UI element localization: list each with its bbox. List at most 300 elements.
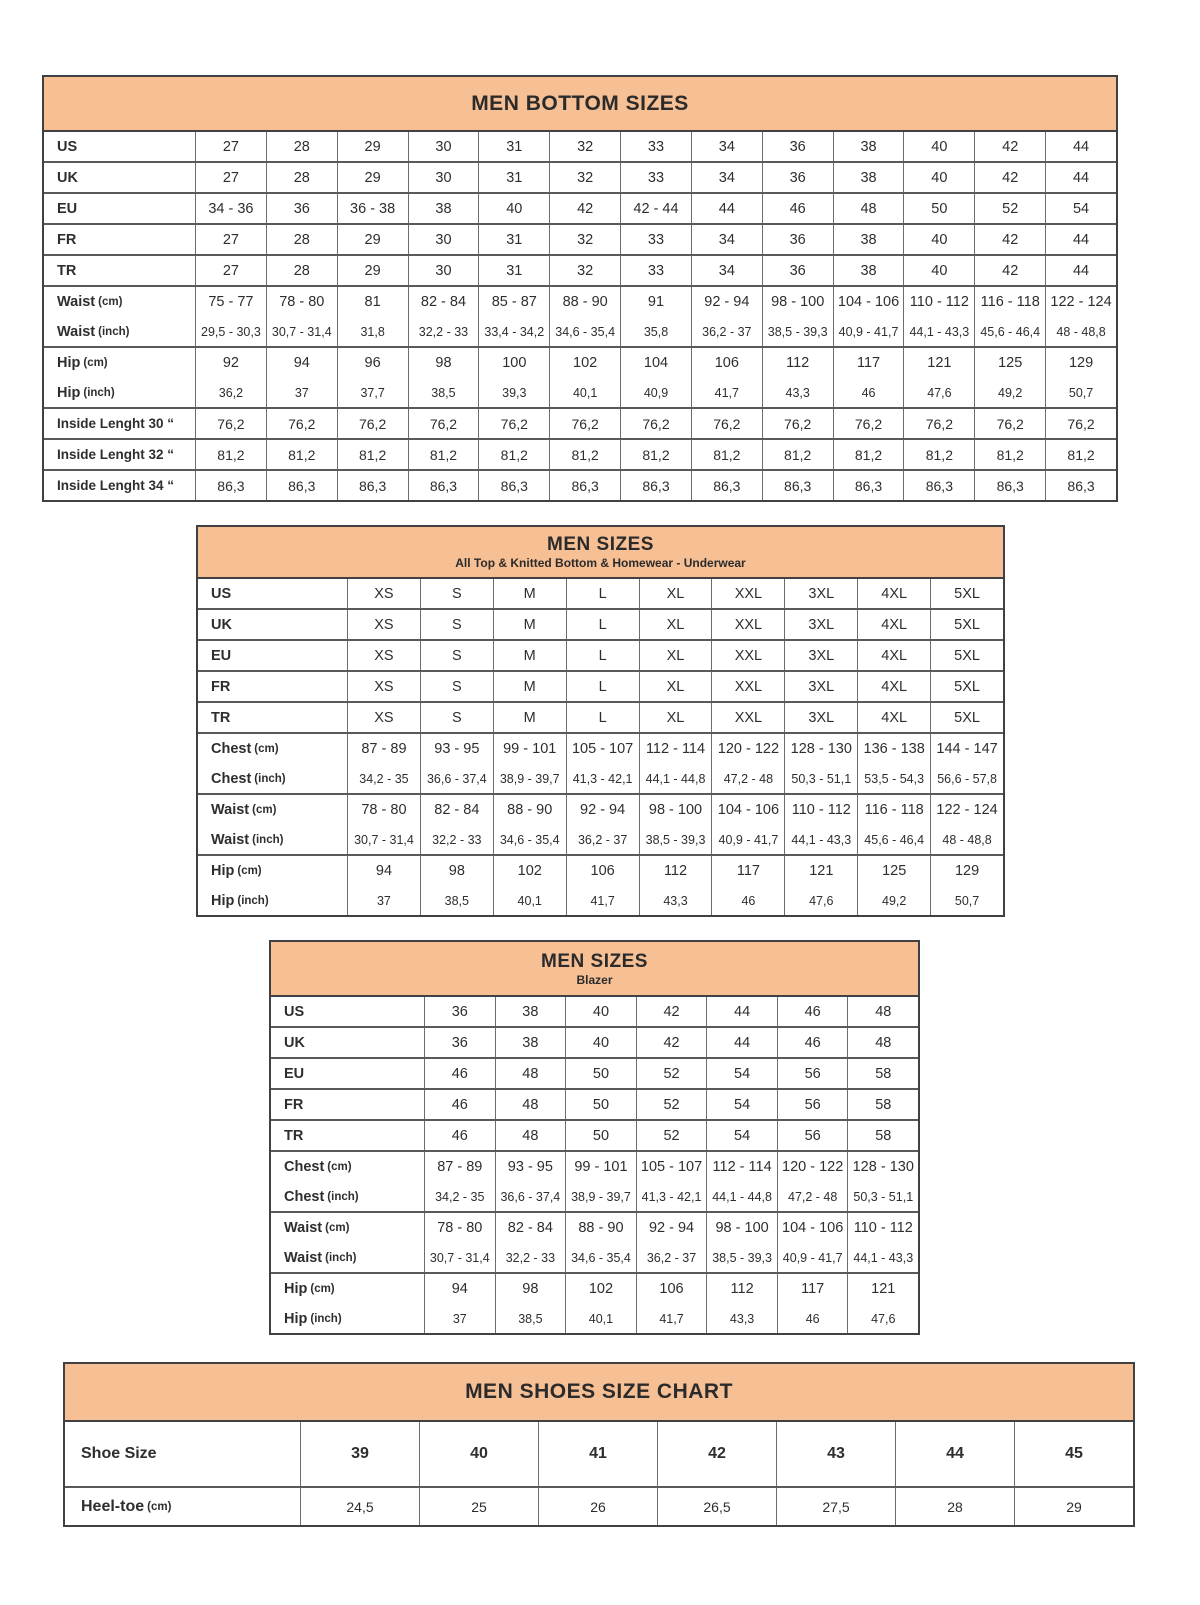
table-section [198, 793, 1003, 854]
cell-value: 76,2 [549, 409, 620, 438]
cell-value: 121 [847, 1274, 918, 1304]
cell-value: 36 [424, 997, 495, 1026]
cell-value: 40,9 - 41,7 [711, 825, 784, 854]
cell-value: 86,3 [762, 471, 833, 500]
cell-value: 33 [620, 163, 691, 192]
table-section [44, 438, 1116, 469]
cell-value: 121 [784, 856, 857, 886]
table-row [198, 610, 1003, 639]
cell-value: 37 [266, 378, 337, 407]
cell-value: 34 - 36 [195, 194, 266, 223]
cell-value: 44 [895, 1422, 1014, 1486]
cell-value: 34 [691, 256, 762, 285]
cell-value: 32,2 - 33 [420, 825, 493, 854]
cell-value: 48 - 48,8 [1045, 317, 1116, 346]
table-row [65, 1488, 1133, 1525]
cell-value: 28 [895, 1488, 1014, 1525]
row-label: Waist (cm) [284, 1220, 350, 1236]
cell-value: 40 [565, 1028, 636, 1057]
cell-value: 28 [266, 256, 337, 285]
cell-value: S [420, 672, 493, 701]
cell-value: 47,6 [847, 1304, 918, 1333]
cell-value: 46 [833, 378, 904, 407]
cell-value: 32 [549, 132, 620, 161]
row-label: Waist (inch) [284, 1249, 357, 1266]
cell-value: 36 [762, 256, 833, 285]
cell-value: 38,5 [495, 1304, 566, 1333]
cell-value: 98 - 100 [706, 1213, 777, 1243]
cell-value: 104 - 106 [711, 795, 784, 825]
cell-value: 39,3 [478, 378, 549, 407]
cell-value: 54 [1045, 194, 1116, 223]
cell-value: 58 [847, 1121, 918, 1150]
cell-value: 78 - 80 [266, 287, 337, 317]
cell-value: 41,7 [636, 1304, 707, 1333]
cell-value: 50 [565, 1121, 636, 1150]
cell-value: 38,9 - 39,7 [565, 1182, 636, 1211]
cell-value: 31 [478, 225, 549, 254]
table-body [65, 1422, 1133, 1525]
cell-value: 76,2 [974, 409, 1045, 438]
cell-value: 75 - 77 [195, 287, 266, 317]
cell-value: 44,1 - 44,8 [706, 1182, 777, 1211]
cell-value: 36 [762, 225, 833, 254]
cell-value: 81,2 [549, 440, 620, 469]
cell-value: 81,2 [478, 440, 549, 469]
cell-value: 36,2 - 37 [636, 1243, 707, 1272]
cell-value: 121 [903, 348, 974, 378]
cell-value: 81,2 [195, 440, 266, 469]
men-shoes-size-chart-table [63, 1362, 1135, 1527]
cell-value: 87 - 89 [424, 1152, 495, 1182]
row-label: Heel-toe (cm) [81, 1497, 172, 1515]
cell-value: 76,2 [762, 409, 833, 438]
row-label: Inside Lenght 30 “ [57, 416, 175, 431]
table-section [198, 732, 1003, 793]
cell-value: XL [639, 641, 712, 670]
cell-value: 5XL [930, 672, 1003, 701]
cell-value: 92 - 94 [566, 795, 639, 825]
cell-value: 30 [408, 225, 479, 254]
table-section [44, 132, 1116, 161]
table-subtitle: Blazer [576, 972, 613, 987]
table-row [271, 1182, 918, 1211]
cell-value: 29 [337, 256, 408, 285]
cell-value: 40 [478, 194, 549, 223]
cell-value: 45 [1014, 1422, 1133, 1486]
cell-value: 38 [495, 997, 566, 1026]
cell-value: 40 [903, 256, 974, 285]
cell-value: 41,3 - 42,1 [566, 764, 639, 793]
cell-value: 42 [974, 225, 1045, 254]
cell-value: 30 [408, 132, 479, 161]
row-label: Waist (cm) [57, 294, 123, 310]
cell-value: 30,7 - 31,4 [266, 317, 337, 346]
cell-value: 46 [424, 1090, 495, 1119]
cell-value: 129 [930, 856, 1003, 886]
row-label: Waist (cm) [211, 802, 277, 818]
cell-value: 42 [636, 1028, 707, 1057]
cell-value: 29 [337, 132, 408, 161]
cell-value: 112 - 114 [639, 734, 712, 764]
row-label: Waist (inch) [57, 323, 130, 340]
cell-value: 40 [903, 163, 974, 192]
cell-value: 49,2 [857, 886, 930, 915]
table-row [44, 225, 1116, 254]
table-row [271, 1152, 918, 1182]
cell-value: 32 [549, 225, 620, 254]
cell-value: 36 [762, 132, 833, 161]
table-section [271, 1272, 918, 1333]
cell-value: 76,2 [903, 409, 974, 438]
table-section [271, 1026, 918, 1057]
table-body [198, 579, 1003, 915]
cell-value: 29 [337, 225, 408, 254]
cell-value: 50 [565, 1059, 636, 1088]
cell-value: 112 [706, 1274, 777, 1304]
cell-value: 27 [195, 256, 266, 285]
cell-value: 46 [424, 1059, 495, 1088]
cell-value: 30 [408, 163, 479, 192]
cell-value: S [420, 641, 493, 670]
cell-value: M [493, 672, 566, 701]
table-section [271, 1057, 918, 1088]
cell-value: 117 [777, 1274, 848, 1304]
cell-value: 81,2 [974, 440, 1045, 469]
row-label: Hip (cm) [57, 355, 108, 371]
row-label: Hip (cm) [211, 863, 262, 879]
cell-value: L [566, 672, 639, 701]
cell-value: XL [639, 703, 712, 732]
table-row [44, 348, 1116, 378]
cell-value: 36 [266, 194, 337, 223]
cell-value: 86,3 [478, 471, 549, 500]
cell-value: 32,2 - 33 [408, 317, 479, 346]
cell-value: 34 [691, 132, 762, 161]
cell-value: 4XL [857, 703, 930, 732]
cell-value: 43,3 [706, 1304, 777, 1333]
cell-value: 40 [419, 1422, 538, 1486]
table-row [198, 579, 1003, 608]
table-row [198, 672, 1003, 701]
cell-value: 82 - 84 [408, 287, 479, 317]
cell-value: 36 - 38 [337, 194, 408, 223]
cell-value: 41 [538, 1422, 657, 1486]
table-title: MEN BOTTOM SIZES [471, 91, 689, 115]
cell-value: 47,2 - 48 [711, 764, 784, 793]
cell-value: 38,5 - 39,3 [762, 317, 833, 346]
table-section [44, 346, 1116, 407]
cell-value: 117 [711, 856, 784, 886]
table-title: MEN SIZES [541, 950, 648, 972]
cell-value: 36 [424, 1028, 495, 1057]
cell-value: 76,2 [408, 409, 479, 438]
cell-value: 50 [565, 1090, 636, 1119]
cell-value: 58 [847, 1090, 918, 1119]
cell-value: M [493, 610, 566, 639]
cell-value: 76,2 [833, 409, 904, 438]
table-title-band [65, 1364, 1133, 1422]
cell-value: 129 [1045, 348, 1116, 378]
cell-value: 98 [408, 348, 479, 378]
cell-value: 102 [493, 856, 566, 886]
cell-value: 38 [833, 256, 904, 285]
cell-value: 44 [1045, 256, 1116, 285]
cell-value: 91 [620, 287, 691, 317]
cell-value: M [493, 641, 566, 670]
table-section [44, 285, 1116, 346]
table-row [44, 409, 1116, 438]
cell-value: 86,3 [408, 471, 479, 500]
cell-value: 56 [777, 1090, 848, 1119]
cell-value: 76,2 [691, 409, 762, 438]
cell-value: 104 [620, 348, 691, 378]
cell-value: 4XL [857, 672, 930, 701]
cell-value: 43,3 [639, 886, 712, 915]
table-section [198, 608, 1003, 639]
cell-value: 36,2 - 37 [691, 317, 762, 346]
table-title: MEN SIZES [547, 534, 654, 555]
cell-value: 100 [478, 348, 549, 378]
cell-value: 37,7 [337, 378, 408, 407]
cell-value: 76,2 [478, 409, 549, 438]
cell-value: 48 [847, 997, 918, 1026]
cell-value: 112 [639, 856, 712, 886]
cell-value: 42 [657, 1422, 776, 1486]
cell-value: 37 [347, 886, 420, 915]
cell-value: 93 - 95 [420, 734, 493, 764]
cell-value: 27,5 [776, 1488, 895, 1525]
cell-value: 106 [636, 1274, 707, 1304]
row-label: EU [57, 200, 78, 217]
row-label: Inside Lenght 34 “ [57, 478, 175, 493]
cell-value: 40,9 - 41,7 [777, 1243, 848, 1272]
table-row [271, 997, 918, 1026]
row-label: FR [211, 678, 231, 695]
row-label: EU [284, 1065, 305, 1082]
cell-value: XS [347, 641, 420, 670]
cell-value: 56,6 - 57,8 [930, 764, 1003, 793]
cell-value: XS [347, 703, 420, 732]
cell-value: M [493, 703, 566, 732]
cell-value: 41,7 [566, 886, 639, 915]
table-section [65, 1486, 1133, 1525]
cell-value: S [420, 610, 493, 639]
cell-value: 81,2 [408, 440, 479, 469]
cell-value: 40,9 [620, 378, 691, 407]
cell-value: 86,3 [691, 471, 762, 500]
cell-value: 27 [195, 163, 266, 192]
row-label: Hip (cm) [284, 1281, 335, 1297]
cell-value: 136 - 138 [857, 734, 930, 764]
cell-value: 86,3 [549, 471, 620, 500]
cell-value: 50,7 [930, 886, 1003, 915]
cell-value: 122 - 124 [1045, 287, 1116, 317]
cell-value: S [420, 579, 493, 608]
cell-value: 88 - 90 [549, 287, 620, 317]
cell-value: 40 [903, 132, 974, 161]
cell-value: 44,1 - 44,8 [639, 764, 712, 793]
cell-value: 81,2 [620, 440, 691, 469]
cell-value: 42 [974, 132, 1045, 161]
table-row [44, 471, 1116, 500]
cell-value: 4XL [857, 610, 930, 639]
cell-value: 48 [495, 1059, 566, 1088]
cell-value: 106 [566, 856, 639, 886]
cell-value: 36,6 - 37,4 [495, 1182, 566, 1211]
cell-value: 86,3 [195, 471, 266, 500]
cell-value: 52 [974, 194, 1045, 223]
cell-value: 86,3 [903, 471, 974, 500]
cell-value: 112 [762, 348, 833, 378]
cell-value: 38 [495, 1028, 566, 1057]
table-section [198, 701, 1003, 732]
row-label: UK [284, 1034, 305, 1051]
cell-value: 31 [478, 132, 549, 161]
row-label: US [211, 585, 232, 602]
cell-value: 81 [337, 287, 408, 317]
cell-value: 47,6 [903, 378, 974, 407]
cell-value: 54 [706, 1090, 777, 1119]
table-section [65, 1422, 1133, 1486]
cell-value: 50,7 [1045, 378, 1116, 407]
cell-value: 29 [337, 163, 408, 192]
cell-value: 81,2 [1045, 440, 1116, 469]
row-label: Hip (inch) [57, 384, 115, 401]
cell-value: 45,6 - 46,4 [857, 825, 930, 854]
cell-value: 32,2 - 33 [495, 1243, 566, 1272]
cell-value: 47,6 [784, 886, 857, 915]
cell-value: 34,6 - 35,4 [549, 317, 620, 346]
table-section [271, 1119, 918, 1150]
cell-value: 76,2 [195, 409, 266, 438]
cell-value: XXL [711, 579, 784, 608]
cell-value: 41,3 - 42,1 [636, 1182, 707, 1211]
row-label: US [57, 138, 78, 155]
table-row [44, 317, 1116, 346]
row-label: Shoe Size [81, 1445, 157, 1462]
cell-value: 44,1 - 43,3 [784, 825, 857, 854]
cell-value: 48 [495, 1121, 566, 1150]
cell-value: 88 - 90 [493, 795, 566, 825]
table-row [271, 1028, 918, 1057]
cell-value: 44,1 - 43,3 [847, 1243, 918, 1272]
cell-value: 44 [706, 997, 777, 1026]
table-row [198, 641, 1003, 670]
cell-value: 54 [706, 1059, 777, 1088]
table-section [271, 1150, 918, 1211]
cell-value: 42 [974, 163, 1045, 192]
cell-value: L [566, 703, 639, 732]
table-row [198, 886, 1003, 915]
cell-value: 38,9 - 39,7 [493, 764, 566, 793]
cell-value: 25 [419, 1488, 538, 1525]
table-row [271, 1274, 918, 1304]
cell-value: 30,7 - 31,4 [424, 1243, 495, 1272]
cell-value: 29,5 - 30,3 [195, 317, 266, 346]
cell-value: 42 [974, 256, 1045, 285]
table-section [44, 223, 1116, 254]
cell-value: 40,9 - 41,7 [833, 317, 904, 346]
table-section [198, 639, 1003, 670]
cell-value: 34,6 - 35,4 [493, 825, 566, 854]
cell-value: 44 [1045, 225, 1116, 254]
cell-value: 34,6 - 35,4 [565, 1243, 636, 1272]
men-sizes-blazer-table [269, 940, 920, 1335]
cell-value: 38 [833, 163, 904, 192]
cell-value: 120 - 122 [711, 734, 784, 764]
table-section [271, 1211, 918, 1272]
row-label: Chest (cm) [211, 741, 279, 757]
cell-value: 28 [266, 132, 337, 161]
cell-value: XL [639, 579, 712, 608]
cell-value: 110 - 112 [784, 795, 857, 825]
cell-value: 93 - 95 [495, 1152, 566, 1182]
cell-value: 46 [762, 194, 833, 223]
table-section [44, 192, 1116, 223]
table-row [44, 194, 1116, 223]
table-row [44, 256, 1116, 285]
table-row [65, 1422, 1133, 1486]
cell-value: 116 - 118 [857, 795, 930, 825]
cell-value: 52 [636, 1121, 707, 1150]
cell-value: 32 [549, 163, 620, 192]
row-label: Chest (inch) [211, 770, 286, 787]
cell-value: 50,3 - 51,1 [784, 764, 857, 793]
cell-value: 96 [337, 348, 408, 378]
cell-value: 94 [266, 348, 337, 378]
cell-value: 88 - 90 [565, 1213, 636, 1243]
cell-value: 31 [478, 256, 549, 285]
cell-value: 98 [495, 1274, 566, 1304]
cell-value: 44,1 - 43,3 [903, 317, 974, 346]
cell-value: 36,6 - 37,4 [420, 764, 493, 793]
cell-value: 86,3 [337, 471, 408, 500]
cell-value: 36,2 - 37 [566, 825, 639, 854]
cell-value: 82 - 84 [420, 795, 493, 825]
cell-value: L [566, 610, 639, 639]
table-section [198, 854, 1003, 915]
cell-value: 82 - 84 [495, 1213, 566, 1243]
cell-value: 4XL [857, 641, 930, 670]
cell-value: 24,5 [300, 1488, 419, 1525]
cell-value: 4XL [857, 579, 930, 608]
cell-value: 46 [777, 1028, 848, 1057]
cell-value: 92 - 94 [636, 1213, 707, 1243]
cell-value: 50,3 - 51,1 [847, 1182, 918, 1211]
cell-value: 76,2 [1045, 409, 1116, 438]
cell-value: 76,2 [266, 409, 337, 438]
cell-value: 43,3 [762, 378, 833, 407]
table-section [44, 254, 1116, 285]
row-label: TR [211, 709, 231, 726]
table-section [271, 1088, 918, 1119]
cell-value: 27 [195, 225, 266, 254]
cell-value: L [566, 641, 639, 670]
table-body [271, 997, 918, 1333]
cell-value: 81,2 [903, 440, 974, 469]
cell-value: 78 - 80 [347, 795, 420, 825]
cell-value: XS [347, 672, 420, 701]
cell-value: 125 [974, 348, 1045, 378]
cell-value: 5XL [930, 579, 1003, 608]
cell-value: 52 [636, 1090, 707, 1119]
table-row [271, 1090, 918, 1119]
table-section [44, 469, 1116, 500]
cell-value: 36 [762, 163, 833, 192]
cell-value: 128 - 130 [784, 734, 857, 764]
table-row [198, 703, 1003, 732]
